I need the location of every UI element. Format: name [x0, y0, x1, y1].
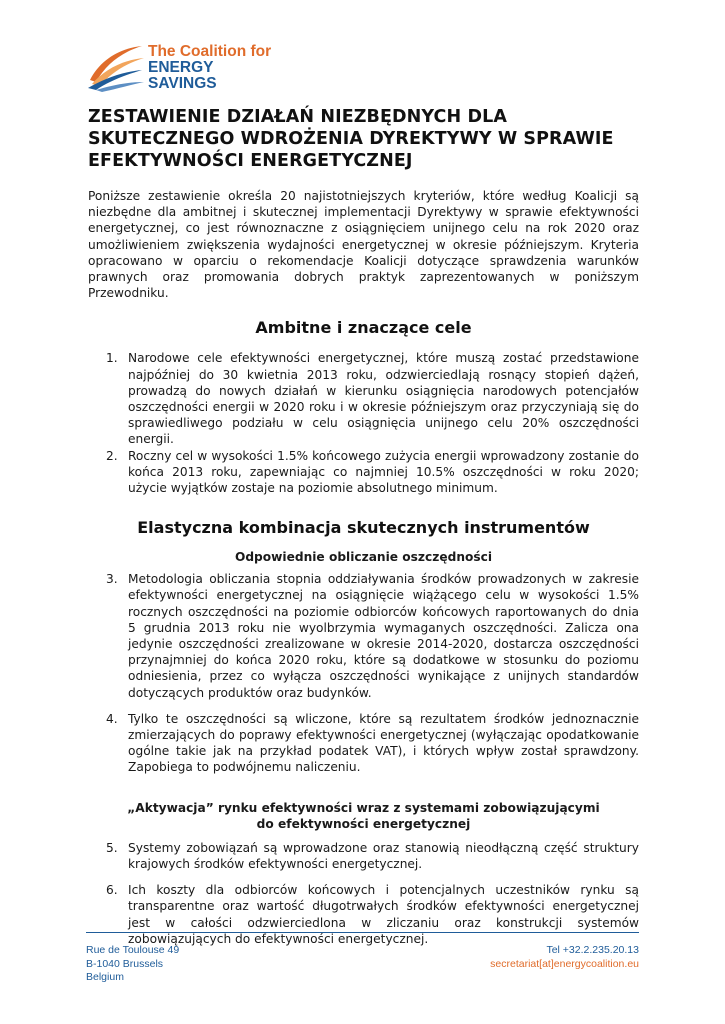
logo [86, 40, 286, 92]
logo-line-1: The Coalition for [148, 43, 272, 60]
list-section-1 [88, 350, 639, 496]
item-text: Roczny cel w wysokości 1.5% końcowego zużycia energii wprowadzony zostanie do końca 2013 roku, zapewniając co najmniej 10.5% oszczędności w roku 2020; użycie wyjątków zostaje na poziomie absolutnego minimum. [128, 448, 639, 496]
list-item [88, 711, 639, 776]
subheading-savings-calculation: Odpowiednie obliczanie oszczędności [234, 550, 493, 565]
list-item [88, 882, 639, 947]
list-item [88, 448, 639, 497]
item-number: 1. [106, 351, 118, 366]
item-text: Ich koszty dla odbiorców końcowych i potencjalnych uczestników rynku są transparentne oraz wartość długotrwałych środków efektywności energetycznej jest w całości odzwierciedlona w zliczaniu oraz konstrukcji systemów zobowiązujących do efektywności energetycznej. [128, 883, 639, 946]
list-section-2 [88, 571, 639, 775]
address-country: Belgium [86, 971, 124, 983]
footer-contact [490, 944, 639, 971]
subheading-market-activation: „Aktywacja” rynku efektywności wraz z systemami zobowiązującymi do efektywności energetycznej [127, 800, 600, 831]
list-item [88, 571, 639, 701]
footer-divider [86, 932, 639, 933]
section-heading-ambitious-goals: Ambitne i znaczące cele [255, 318, 472, 338]
item-text: Tylko te oszczędności są wliczone, które są rezultatem środków jednoznacznie zmierzających do poprawy efektywności energetycznej (wyłączając opodatkowanie ogólne takie jak na przykład podatek VAT), i których wpływ został sprawdzony. Zapobiega to podwójnemu naliczeniu. [128, 711, 639, 775]
item-text: Narodowe cele efektywności energetycznej, które muszą zostać przedstawione najpóźniej do 30 kwietnia 2013 roku, odzwierciedlają rosnący stopień dążeń, prowadzą do nowych działań w kierunku osiągnięcia narodowych potencjałów oszczędności energii w 2020 roku i w okresie późniejszym oraz przyczyniają się do sprawiedliwego podziału w celu osiągnięcia unijnego celu 20% oszczędności energii. [128, 351, 639, 447]
item-number: 5. [106, 840, 118, 855]
item-number: 2. [106, 448, 118, 463]
intro-paragraph: Poniższe zestawienie określa 20 najistotniejszych kryteriów, które według Koalicji są niezbędne dla ambitnej i skutecznej implementacji Dyrektywy w sprawie efektywności energetycznej, co jest równoznaczne z osiągnięciem unijnego celu na rok 2020 oraz umożliwieniem zwiększenia wydajności energetycznej w okresie późniejszym. Kryteria opracowano w oparciu o rekomendacje Koalicji dotyczące sprawdzenia warunków prawnych oraz promowania dobrych praktyk zaprezentowanych w poniższym Przewodniku. [88, 189, 639, 301]
item-text: Systemy zobowiązań są wprowadzone oraz stanowią nieodłączną część struktury krajowych środków efektywności energetycznej. [128, 840, 639, 871]
address-street: Rue de Toulouse 49 [86, 944, 180, 956]
swoosh-logo-icon [86, 40, 146, 92]
list-section-3 [88, 840, 639, 947]
logo-line-2: ENERGY SAVINGS [148, 59, 217, 92]
address-city: B-1040 Brussels [86, 957, 164, 970]
item-number: 4. [106, 711, 118, 726]
list-item [88, 840, 639, 872]
item-number: 6. [106, 883, 118, 898]
section-heading-instruments: Elastyczna kombinacja skutecznych instrumentów [137, 518, 590, 538]
footer-email[interactable]: secretariat[at]energycoalition.eu [490, 957, 639, 970]
item-number: 3. [106, 572, 118, 587]
item-text: Metodologia obliczania stopnia oddziaływania środków prowadzonych w zakresie efektywności energetycznej na osiągnięcie wiążącego celu w wysokości 1.5% rocznych oszczędności na poziomie odbiorców końcowych raportowanych do dnia 5 grudnia 2013 roku nie wyolbrzymia wymaganych oszczędności. Zalicza ona jedynie oszczędności zrealizowane w okresie 2014-2020, dostarcza oszczędności przynajmniej do końca 2020 roku, które są dodatkowe w stosunku do poziomu odniesienia, przez co wyłącza oszczędności wynikające z unijnych standardów dotyczących produktów oraz budynków. [128, 572, 639, 700]
document-title: ZESTAWIENIE DZIAŁAŃ NIEZBĘDNYCH DLA SKUTECZNEGO WDROŻENIA DYREKTYWY W SPRAWIE EFEKTYWNOŚCI ENERGETYCZNEJ [88, 107, 614, 171]
list-item [88, 350, 639, 447]
document-body [88, 106, 639, 947]
footer-address [86, 944, 179, 985]
footer-phone: Tel +32.2.235.20.13 [546, 944, 639, 956]
